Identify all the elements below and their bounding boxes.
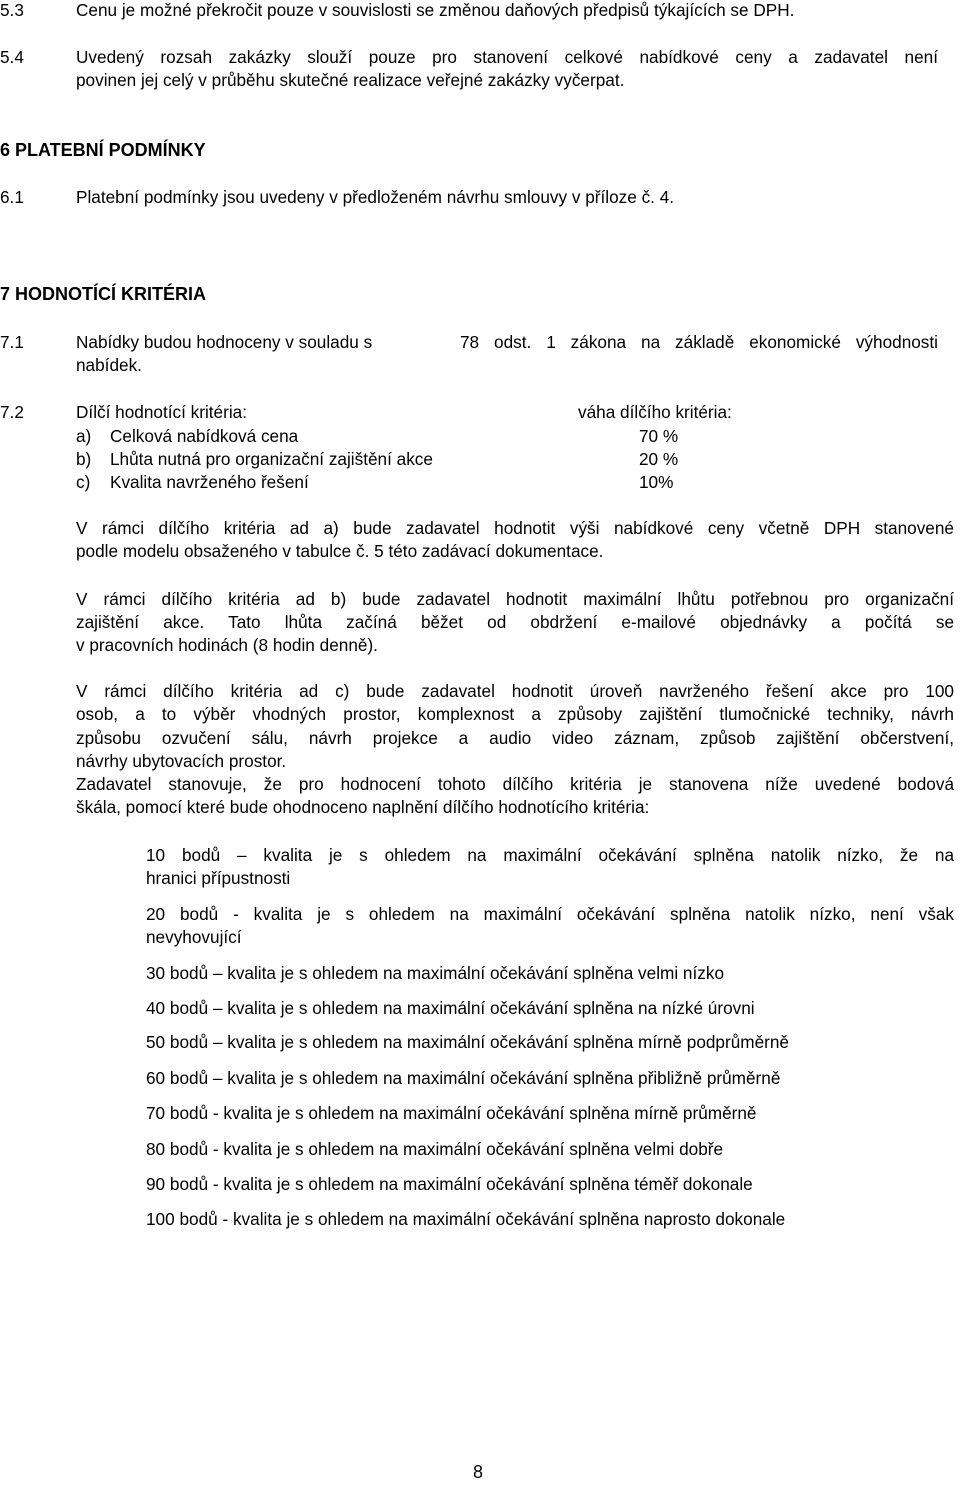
section-6-1-number: 6.1 [0, 187, 24, 207]
section-7-2-number: 7.2 [0, 402, 24, 422]
paragraph-b-line2: zajištění akce. Tato lhůta začíná běžet od obdržení e-mailové objednávky a počítá se [76, 612, 954, 632]
heading-7: 7 HODNOTÍCÍ KRITÉRIA [0, 284, 207, 304]
section-7-1-line1-part1: Nabídky budou hodnoceny v souladu s [76, 332, 373, 352]
heading-6: 6 PLATEBNÍ PODMÍNKY [0, 140, 206, 160]
paragraph-c-line4: návrhy ubytovacích prostor. [76, 751, 287, 771]
paragraph-d-line1: Zadavatel stanovuje, že pro hodnocení tohoto dílčího kritéria je stanovena níže uvedené bodová [76, 774, 954, 794]
scale-100: 100 bodů - kvalita je s ohledem na maximální očekávání splněna naprosto dokonale [146, 1209, 786, 1229]
section-7-1-line2: nabídek. [76, 355, 142, 375]
paragraph-a-line1: V rámci dílčího kritéria ad a) bude zadavatel hodnotit výši nabídkové ceny včetně DPH stanovené [76, 518, 954, 538]
section-5-4-number: 5.4 [0, 47, 24, 67]
criterion-c-weight: 10% [639, 472, 674, 492]
section-5-3-number: 5.3 [0, 0, 24, 20]
criterion-b-name: Lhůta nutná pro organizační zajištění akce [110, 449, 433, 469]
paragraph-b-line1: V rámci dílčího kritéria ad b) bude zadavatel hodnotit maximální lhůtu potřebnou pro organizační [76, 589, 954, 609]
scale-90: 90 bodů - kvalita je s ohledem na maximální očekávání splněna téměř dokonale [146, 1174, 753, 1194]
scale-30: 30 bodů – kvalita je s ohledem na maximální očekávání splněna velmi nízko [146, 963, 725, 983]
scale-50: 50 bodů – kvalita je s ohledem na maximální očekávání splněna mírně podprůměrně [146, 1032, 789, 1052]
scale-10-line2: hranici přípustnosti [146, 868, 291, 888]
criterion-b-letter: b) [76, 449, 92, 469]
scale-20-line2: nevyhovující [146, 927, 242, 947]
criterion-b-weight: 20 % [639, 449, 679, 469]
scale-70: 70 bodů - kvalita je s ohledem na maximální očekávání splněna mírně průměrně [146, 1103, 757, 1123]
criterion-a-letter: a) [76, 426, 92, 446]
paragraph-d-line2: škála, pomocí které bude ohodnoceno naplnění dílčího hodnotícího kritéria: [76, 797, 650, 817]
scale-40: 40 bodů – kvalita je s ohledem na maximální očekávání splněna na nízké úrovni [146, 998, 755, 1018]
scale-20-line1: 20 bodů - kvalita je s ohledem na maximální očekávání splněna natolik nízko, není však [146, 904, 954, 924]
page-number: 8 [473, 1462, 484, 1482]
scale-10-line1: 10 bodů – kvalita je s ohledem na maximální očekávání splněna natolik nízko, že na [146, 845, 954, 865]
paragraph-c-line1: V rámci dílčího kritéria ad c) bude zadavatel hodnotit úroveň navrženého řešení akce pro 100 [76, 681, 954, 701]
paragraph-c-line3: způsobu ozvučení sálu, návrh projekce a audio video záznam, způsob zajištění občerstvení, [76, 728, 954, 748]
section-7-1-number: 7.1 [0, 332, 24, 352]
scale-60: 60 bodů – kvalita je s ohledem na maximální očekávání splněna přibližně průměrně [146, 1068, 781, 1088]
criterion-c-name: Kvalita navrženého řešení [110, 472, 309, 492]
criteria-label: Dílčí hodnotící kritéria: [76, 402, 247, 422]
paragraph-a-line2: podle modelu obsaženého v tabulce č. 5 této zadávací dokumentace. [76, 541, 604, 561]
section-6-1-text: Platební podmínky jsou uvedeny v předloženém návrhu smlouvy v příloze č. 4. [76, 187, 675, 207]
criterion-a-name: Celková nabídková cena [110, 426, 299, 446]
section-5-4-line2: povinen jej celý v průběhu skutečné realizace veřejné zakázky vyčerpat. [76, 70, 625, 90]
paragraph-b-line3: v pracovních hodinách (8 hodin denně). [76, 635, 378, 655]
scale-80: 80 bodů - kvalita je s ohledem na maximální očekávání splněna velmi dobře [146, 1139, 724, 1159]
section-5-4-line1: Uvedený rozsah zakázky slouží pouze pro stanovení celkové nabídkové ceny a zadavatel není [76, 47, 938, 67]
section-7-1-line1-part2: 78 odst. 1 zákona na základě ekonomické výhodnosti [460, 332, 938, 352]
section-5-3-text: Cenu je možné překročit pouze v souvislosti se změnou daňových předpisů týkajících se DPH. [76, 0, 795, 20]
criterion-c-letter: c) [76, 472, 91, 492]
criterion-a-weight: 70 % [639, 426, 679, 446]
weight-header: váha dílčího kritéria: [578, 402, 732, 422]
paragraph-c-line2: osob, a to výběr vhodných prostor, komplexnost a způsoby zajištění tlumočnické techniky, návrh [76, 704, 954, 724]
